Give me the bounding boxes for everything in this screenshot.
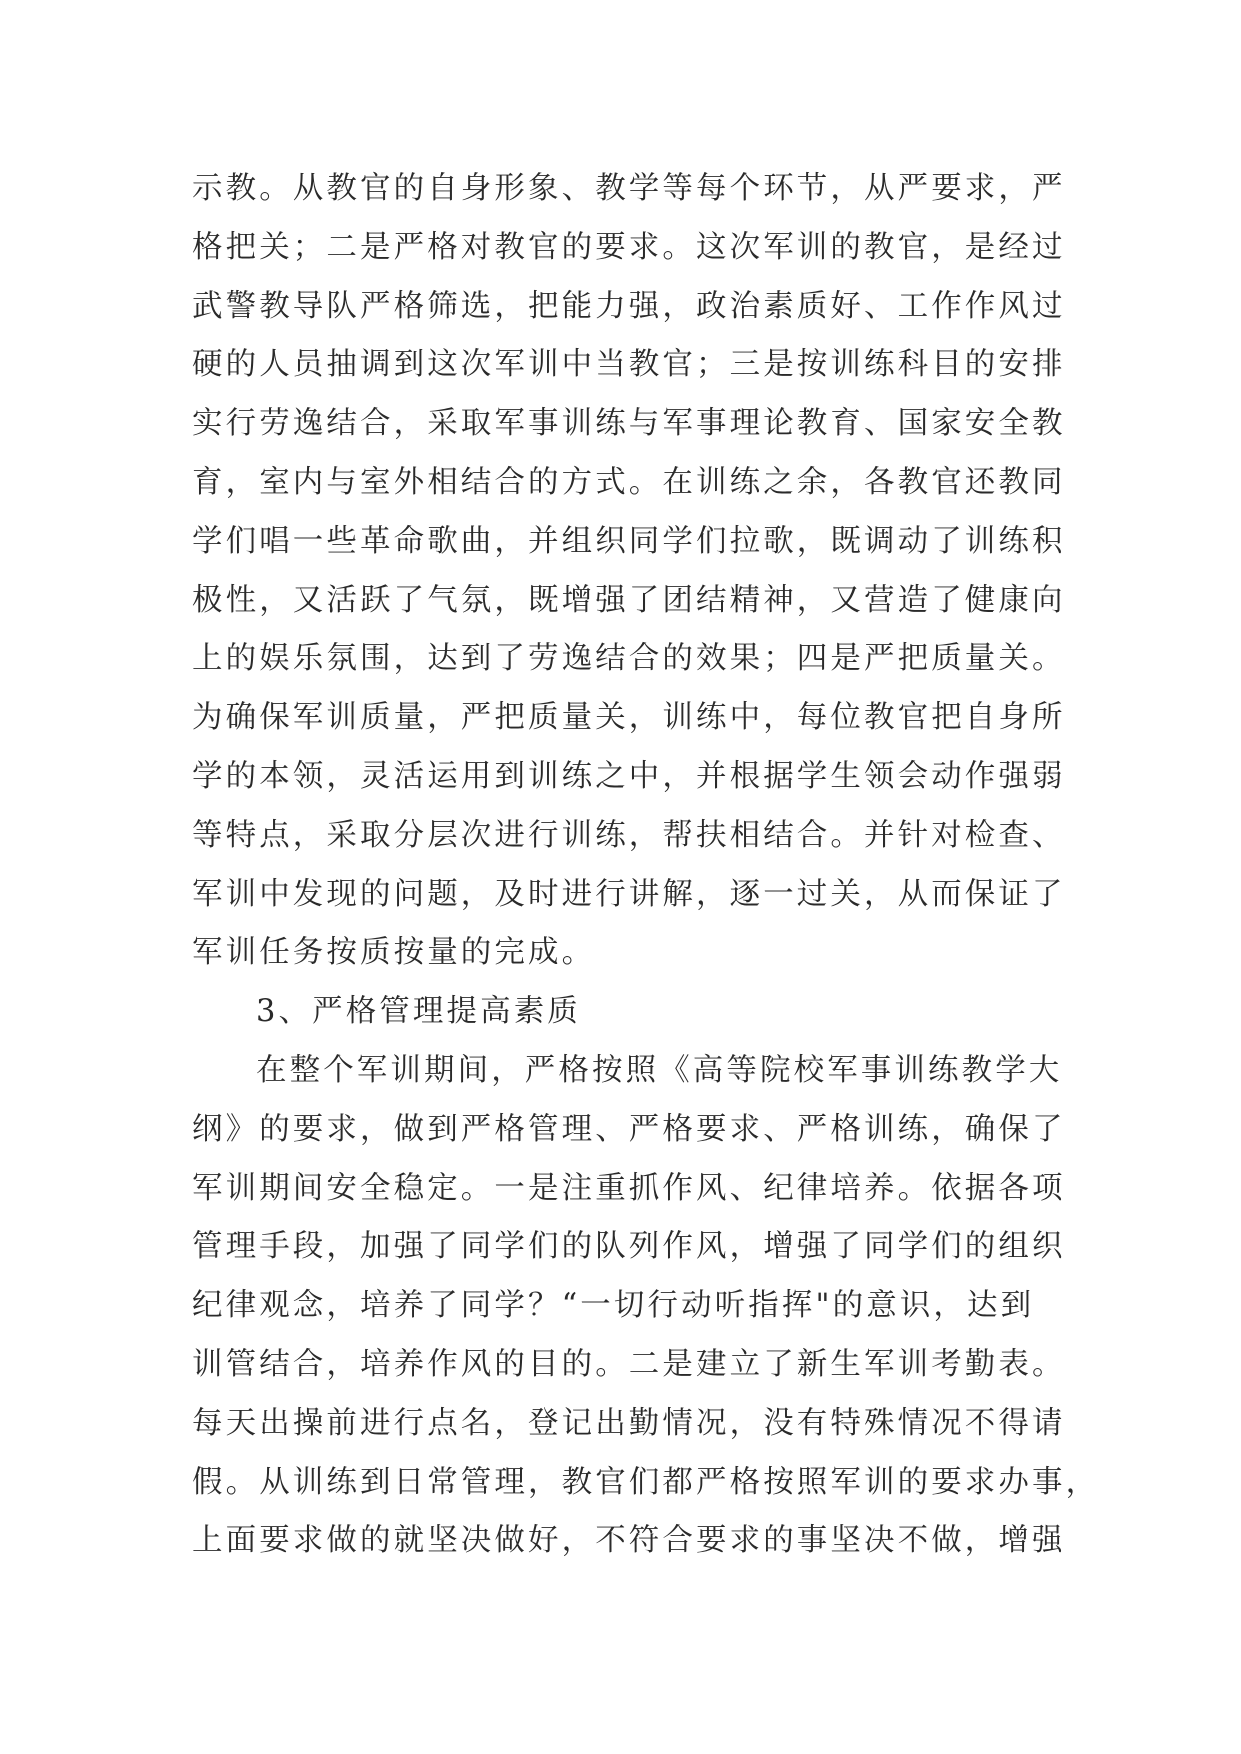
text-line: 格把关；二是严格对教官的要求。这次军训的教官，是经过 xyxy=(192,229,1066,265)
text-line: 学的本领，灵活运用到训练之中，并根据学生领会动作强弱 xyxy=(192,758,1066,794)
text-line: 示教。从教官的自身形象、教学等每个环节，从严要求，严 xyxy=(192,171,1066,206)
text-line: 假。从训练到日常管理，教官们都严格按照军训的要求办事， xyxy=(192,1464,1100,1500)
body-text xyxy=(192,160,1100,1571)
text-line: 武警教导队严格筛选，把能力强，政治素质好、工作作风过 xyxy=(192,288,1066,324)
text-line: 极性，又活跃了气氛，既增强了团结精神，又营造了健康向 xyxy=(192,582,1066,618)
text-line: 纲》的要求，做到严格管理、严格要求、严格训练，确保了 xyxy=(192,1111,1066,1147)
text-line: 硬的人员抽调到这次军训中当教官；三是按训练科目的安排 xyxy=(192,347,1066,383)
text-line: 3、严格管理提高素质 xyxy=(256,994,581,1030)
text-line: 等特点，采取分层次进行训练，帮扶相结合。并针对检查、 xyxy=(192,817,1066,853)
text-line: 上的娱乐氛围，达到了劳逸结合的效果；四是严把质量关。 xyxy=(192,641,1066,677)
text-line: 在整个军训期间，严格按照《高等院校军事训练教学大 xyxy=(256,1052,1063,1088)
text-line: 训管结合，培养作风的目的。二是建立了新生军训考勤表。 xyxy=(192,1346,1066,1382)
text-line: 实行劳逸结合，采取军事训练与军事理论教育、国家安全教 xyxy=(192,406,1066,442)
text-line: 军训期间安全稳定。一是注重抓作风、纪律培养。依据各项 xyxy=(192,1170,1066,1206)
text-line: 上面要求做的就坚决做好，不符合要求的事坚决不做，增强 xyxy=(192,1523,1066,1559)
text-line: 学们唱一些革命歌曲，并组织同学们拉歌，既调动了训练积 xyxy=(192,523,1066,559)
text-line: 育，室内与室外相结合的方式。在训练之余，各教官还教同 xyxy=(192,464,1066,500)
text-line: 纪律观念，培养了同学？“一切行动听指挥"的意识，达到 xyxy=(192,1288,1035,1324)
text-line: 军训中发现的问题，及时进行讲解，逐一过关，从而保证了 xyxy=(192,876,1066,912)
text-line: 每天出操前进行点名，登记出勤情况，没有特殊情况不得请 xyxy=(192,1405,1066,1441)
text-line: 为确保军训质量，严把质量关，训练中，每位教官把自身所 xyxy=(192,700,1066,736)
text-line: 管理手段，加强了同学们的队列作风，增强了同学们的组织 xyxy=(192,1229,1066,1265)
text-line: 军训任务按质按量的完成。 xyxy=(192,935,596,971)
